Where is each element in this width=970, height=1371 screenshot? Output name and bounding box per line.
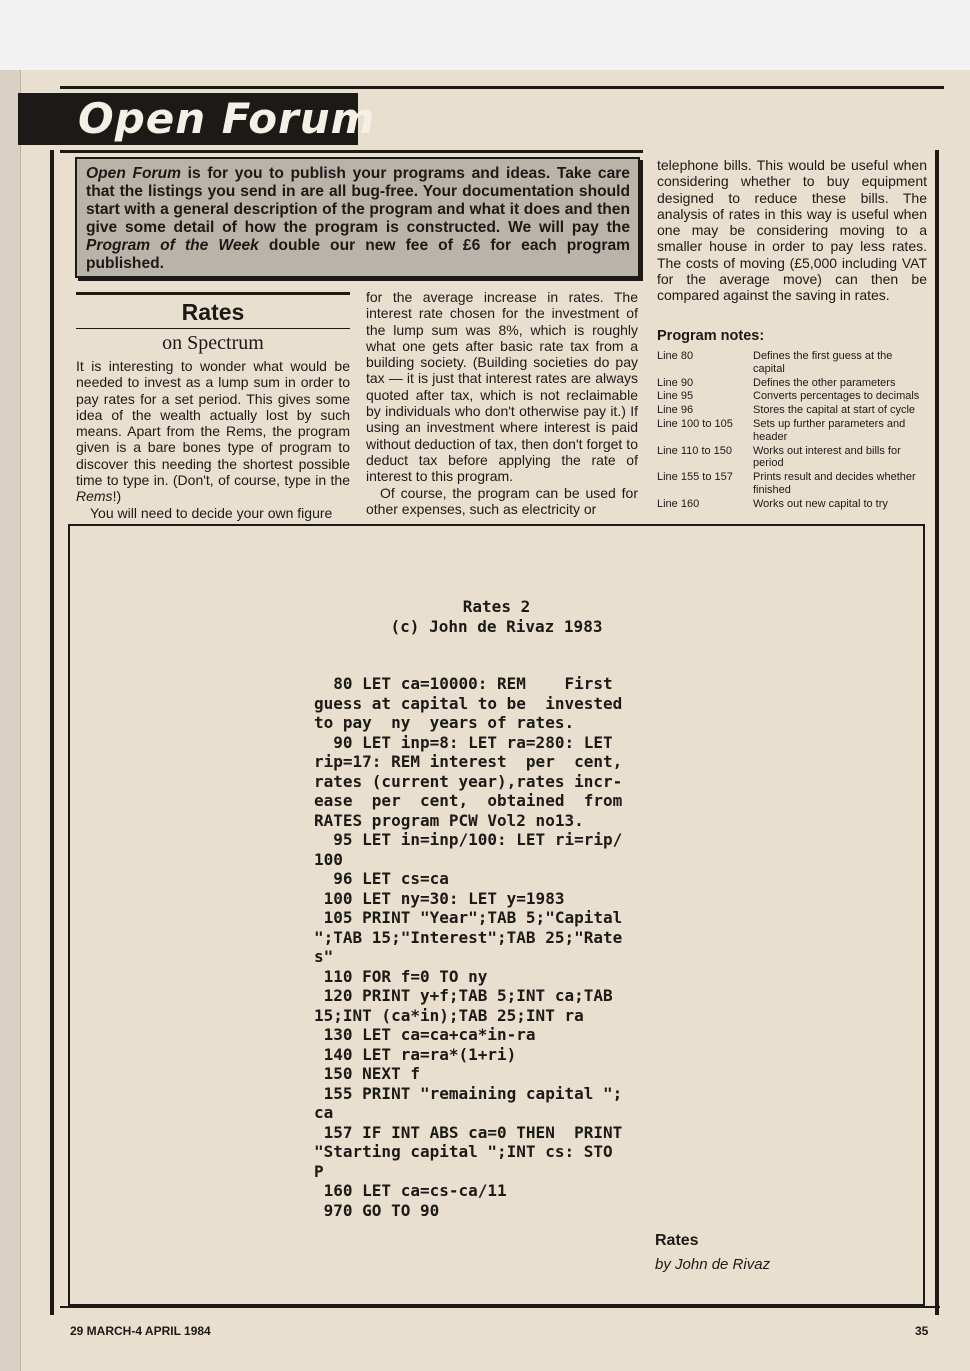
article-paragraph-1: [76, 358, 350, 505]
program-note-line: Line 160: [657, 497, 700, 510]
program-note-item: [657, 418, 927, 444]
article-column-1: [76, 292, 350, 521]
article-paragraph-3-part-2: telephone bills. This would be useful when considering whether to buy equipment designed to reduce these bills. The analysis of rates in this way is useful when one may be considering moving to a smaller house in order to pay less rates. The costs of moving (£5,000 including VAT for the average move) can then be compared against the saving in rates.: [657, 157, 927, 304]
article-paragraph-1-end: !): [112, 488, 122, 505]
program-listing-code: 80 LET ca=10000: REM First guess at capital to be invested to pay ny years of rates. 90 LET inp=8: LET ra=280: LET rip=17: REM interest per cent, rates (current year),rates incr- ease per cent, obtained from RATES program PCW Vol2 no13. 95 LET in=inp/100: LET ri=rip/ 100 96 LET cs=ca 100 LET ny=30: LET y=1983 105 PRINT "Year";TAB 5;"Capital ";TAB 15;"Interest";TAB 25;"Rate s" 110 FOR f=0 TO ny 120 PRINT y+f;TAB 5;INT ca;TAB 15;INT (ca*in);TAB 25;INT ra 130 LET ca=ca+ca*in-ra 140 LET ra=ra*(1+ri) 150 NEXT f 155 PRINT "remaining capital "; ca 157 IF INT ABS ca=0 THEN PRINT "Starting capital ";INT cs: STO P 160 LET ca=cs-ca/11 970 GO TO 90: [314, 674, 623, 1220]
listing-title: Rates 2: [462, 597, 531, 616]
article-title-rule: [76, 292, 350, 295]
program-note-item: [657, 377, 927, 390]
program-note-description: Defines the first guess at the capital: [753, 349, 893, 375]
page-number: 35: [915, 1324, 929, 1338]
program-note-line: Line 90: [657, 376, 694, 389]
frame-top-rule: [60, 150, 643, 153]
program-note-item: [657, 498, 927, 511]
program-note-item: [657, 390, 927, 403]
header-rule: [60, 86, 944, 89]
program-note-line: Line 110 to 150: [657, 444, 733, 457]
listing-copyright: (c) John de Rivaz 1983: [390, 617, 603, 636]
article-paragraph-1-text: It is interesting to wonder what would be needed to invest as a lump sum in order to pay rates for a set period. This gives some idea of the wealth actually lost by such means. Apart from the Rems, the program given is a bare bones type of program to discover this needing the shortest possible time to type in. (Don't, of course, type in the: [76, 358, 350, 489]
frame-left-rule: [50, 150, 54, 1315]
program-note-item: [657, 471, 927, 497]
program-note-description: Prints result and decides whether finished: [753, 471, 916, 496]
listing-caption-author: by John de Rivaz: [655, 1256, 771, 1273]
article-paragraph-3-cont: [657, 157, 927, 304]
program-notes-list: [657, 350, 927, 511]
program-note-description: Converts percentages to decimals: [753, 390, 920, 403]
intro-lead: Open Forum: [86, 165, 182, 182]
article-paragraph-2-cont: [366, 289, 638, 485]
program-note-line: Line 80: [657, 349, 694, 362]
article-column-2: [366, 289, 638, 517]
article-column-3: [657, 157, 927, 512]
footer-rule: [60, 1306, 940, 1308]
program-note-line: Line 100 to 105: [657, 417, 733, 430]
program-note-description: Stores the capital at start of cycle: [753, 404, 916, 417]
program-note-line: Line 95: [657, 390, 694, 403]
footer-date: 29 MARCH-4 APRIL 1984: [70, 1324, 211, 1338]
article-paragraph-2-part-2: for the average increase in rates. The interest rate chosen for the investment of the lump sum was 8%, which is roughly what one gets after basic rate tax from a building society. (Building societies do pay tax — it is just that interest rates are always quoted after tax, which is not reclaimable by individuals who don't otherwise pay it.) If using an investment where interest is paid without deduction of tax, then don't forget to deduct tax before applying the rate of interest to this program.: [366, 289, 638, 485]
program-notes-heading: Program notes:: [657, 327, 765, 344]
program-note-description: Defines the other parameters: [753, 376, 896, 389]
program-note-line: Line 155 to 157: [657, 471, 733, 484]
intro-text-2: double our new fee of £6 for each program published.: [86, 237, 631, 272]
article-paragraph-3-start: [366, 485, 638, 518]
article-paragraph-3-part-1: Of course, the program can be used for other expenses, such as electricity or: [366, 484, 638, 517]
listing-caption-title: Rates: [655, 1232, 699, 1249]
program-note-line: Line 96: [657, 404, 694, 417]
article-paragraph-2-start: [76, 505, 350, 521]
intro-text-1: is for you to publish your programs and ideas. Take care that the listings you send in are all bug-free. Your documentation should start with a general description of the program and what it does and then give some detail of how the program is constructed. We will pay the: [86, 165, 630, 236]
frame-right-rule: [935, 150, 939, 1315]
program-note-description: Works out new capital to try: [753, 497, 888, 510]
article-title-underline: [76, 328, 350, 329]
program-note-item: [657, 350, 927, 376]
article-paragraph-2-part-1: You will need to decide your own figure: [90, 504, 333, 521]
program-listing-box: [68, 524, 925, 1306]
page-spine: [0, 70, 21, 1371]
scan-top-margin: [0, 0, 970, 72]
section-title: Open Forum: [78, 94, 376, 143]
program-note-item: [657, 404, 927, 417]
article-subtitle: on Spectrum: [162, 332, 264, 354]
program-note-description: Sets up further parameters and header: [753, 417, 906, 443]
article-paragraph-1-rems: Rems: [76, 488, 113, 505]
intro-program-of-week: Program of the Week: [86, 237, 259, 254]
program-note-description: Works out interest and bills for period: [753, 444, 901, 470]
article-title: Rates: [181, 299, 245, 325]
program-note-item: [657, 445, 927, 471]
intro-box: [75, 157, 640, 278]
